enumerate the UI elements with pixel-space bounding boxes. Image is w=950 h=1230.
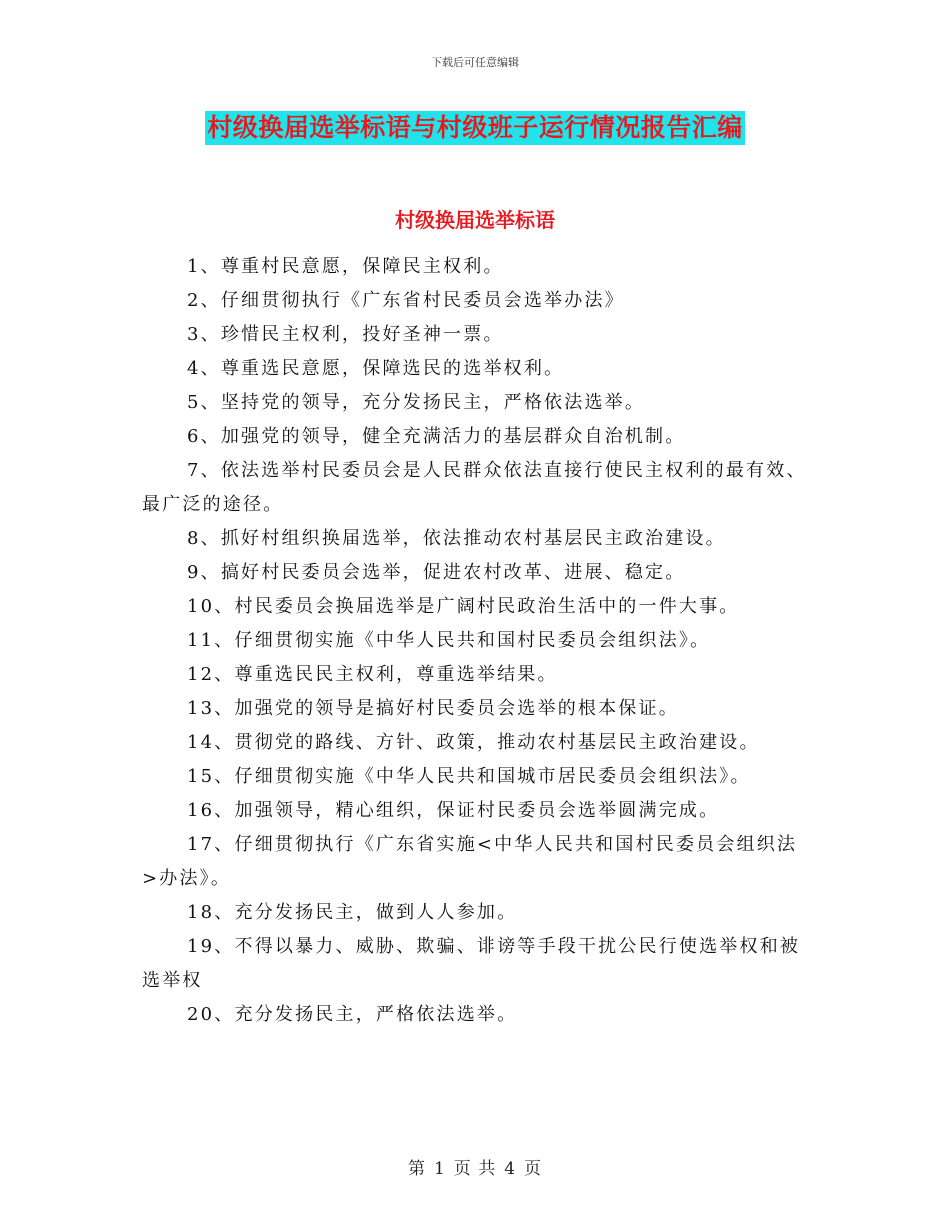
slogan-item: 10、村民委员会换届选举是广阔村民政治生活中的一件大事。 (187, 596, 740, 617)
slogan-item: 2、仔细贯彻执行《广东省村民委员会选举办法》 (187, 290, 625, 311)
slogan-item: 19、不得以暴力、威胁、欺骗、诽谤等手段干扰公民行使选举权和被选举权 (142, 936, 801, 991)
document-title: 村级换届选举标语与村级班子运行情况报告汇编 (205, 111, 745, 145)
slogan-item: 3、珍惜民主权利，投好圣神一票。 (187, 324, 504, 345)
footer-suffix: 页 (524, 1159, 543, 1179)
slogan-item: 7、依法选举村民委员会是人民群众依法直接行使民主权利的最有效、最广泛的途径。 (142, 460, 807, 515)
slogan-item: 15、仔细贯彻实施《中华人民共和国城市居民委员会组织法》。 (187, 766, 751, 787)
slogan-item: 8、抓好村组织换届选举，依法推动农村基层民主政治建设。 (187, 528, 726, 549)
document-title-container (0, 111, 950, 145)
footer-middle: 页 共 (453, 1159, 497, 1179)
slogan-item: 9、搞好村民委员会选举，促进农村改革、进展、稳定。 (187, 562, 686, 583)
slogan-item: 14、贯彻党的路线、方针、政策，推动农村基层民主政治建设。 (187, 732, 760, 753)
footer-prefix: 第 (407, 1159, 426, 1179)
footer-page-number: 1 (433, 1159, 446, 1179)
page-footer (0, 1154, 950, 1179)
slogan-item: 20、充分发扬民主，严格依法选举。 (187, 1004, 518, 1025)
header-note: 下载后可任意编辑 (431, 56, 519, 69)
slogan-item: 12、尊重选民民主权利，尊重选举结果。 (187, 664, 558, 685)
slogan-list (142, 250, 810, 1032)
slogan-item: 4、尊重选民意愿，保障选民的选举权利。 (187, 358, 565, 379)
slogan-item: 11、仔细贯彻实施《中华人民共和国村民委员会组织法》。 (187, 630, 711, 651)
slogan-item: 18、充分发扬民主，做到人人参加。 (187, 902, 518, 923)
footer-total-pages: 4 (504, 1159, 517, 1179)
section-title: 村级换届选举标语 (395, 208, 555, 232)
slogan-item: 13、加强党的领导是搞好村民委员会选举的根本保证。 (187, 698, 679, 719)
slogan-item: 5、坚持党的领导，充分发扬民主，严格依法选举。 (187, 392, 646, 413)
slogan-item: 6、加强党的领导，健全充满活力的基层群众自治机制。 (187, 426, 686, 447)
slogan-item: 17、仔细贯彻执行《广东省实施<中华人民共和国村民委员会组织法>办法》。 (142, 834, 798, 889)
slogan-item: 16、加强领导，精心组织，保证村民委员会选举圆满完成。 (187, 800, 720, 821)
slogan-item: 1、尊重村民意愿，保障民主权利。 (187, 256, 504, 277)
